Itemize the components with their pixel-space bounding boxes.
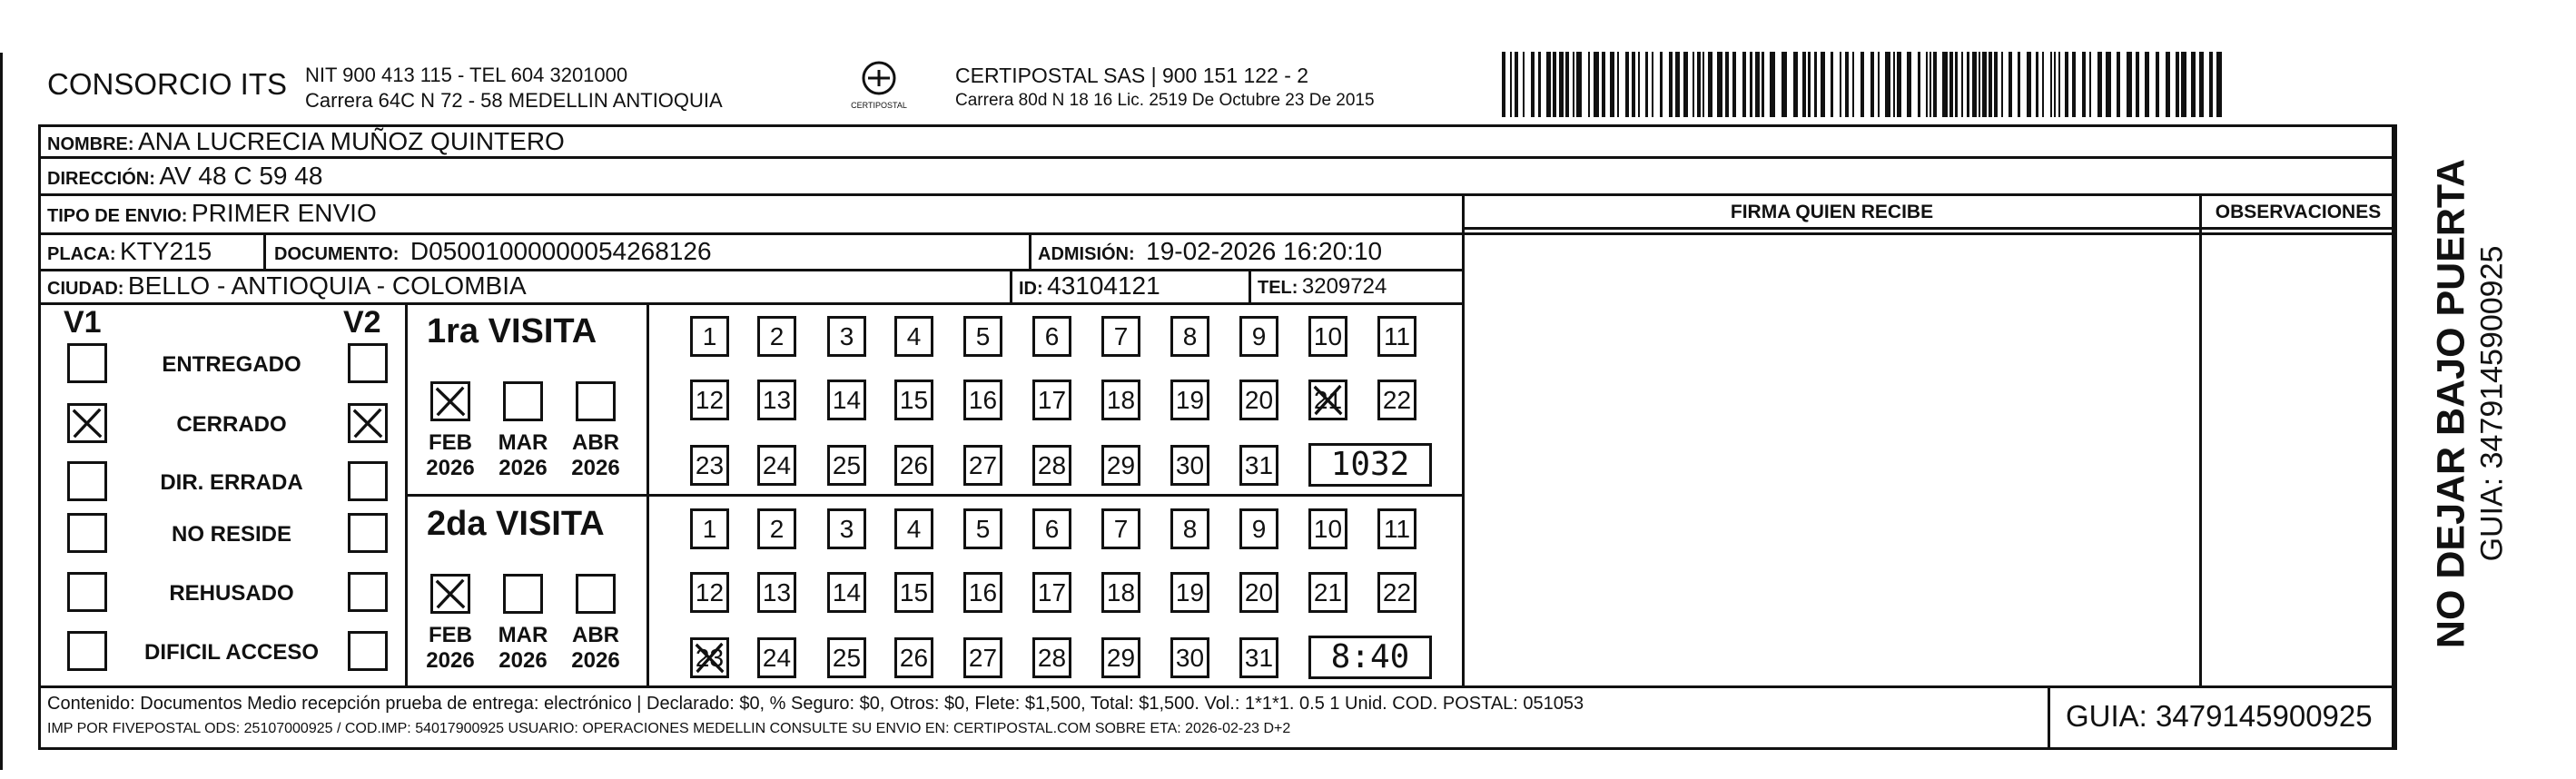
visit-title: 2da VISITA	[427, 505, 605, 543]
status-label: CERRADO	[176, 412, 287, 437]
cell-divider	[1029, 232, 1031, 269]
day-box[interactable]: 10	[1308, 508, 1347, 549]
status-label: DIR. ERRADA	[160, 470, 303, 495]
day-box[interactable]: 31	[1239, 637, 1278, 678]
day-box[interactable]: 26	[894, 445, 933, 486]
day-box[interactable]: 2	[757, 316, 796, 357]
day-box[interactable]: 24	[757, 637, 796, 678]
barcode-bar	[1523, 52, 1525, 117]
day-box[interactable]: 14	[827, 380, 866, 420]
month-checkbox[interactable]	[576, 381, 616, 421]
day-box[interactable]: 12	[690, 380, 729, 420]
v2-label: V2	[343, 305, 381, 340]
company-name: CONSORCIO ITS	[47, 67, 288, 101]
barcode-bar	[1602, 52, 1605, 117]
footer-content: Contenido: Documentos Medio recepción prueba de entrega: electrónico | Declarado: $0, % Seguro: $0, Otros: $0, Flete: $1,500, Total: $1,500. Vol.: 1*1*1. 0.5 1 Unid. COD. POSTAL: 051053	[47, 694, 1584, 714]
shipment-type-row	[47, 198, 377, 233]
barcode-bar	[1961, 52, 1963, 117]
v1-checkbox[interactable]	[67, 403, 107, 443]
day-box[interactable]: 11	[1377, 316, 1416, 357]
v2-checkbox[interactable]	[348, 461, 388, 501]
barcode-bar	[1697, 52, 1701, 117]
barcode-bar	[1897, 52, 1901, 117]
barcode-bar	[1546, 52, 1551, 117]
id-label: ID:	[1019, 279, 1043, 299]
day-box[interactable]: 22	[1377, 572, 1416, 613]
admission-cell	[1038, 236, 1382, 271]
v1-checkbox[interactable]	[67, 572, 107, 612]
barcode-bar	[1967, 52, 1969, 117]
city-label: CIUDAD:	[47, 279, 124, 299]
barcode-bar	[1860, 52, 1864, 117]
admission-label: ADMISIÓN:	[1038, 244, 1135, 264]
barcode-bar	[1717, 52, 1722, 117]
barcode-bar	[2042, 52, 2044, 117]
day-box[interactable]: 31	[1239, 445, 1278, 486]
barcode-bar	[1755, 52, 1760, 117]
cell-divider	[263, 232, 266, 269]
barcode-bar	[1573, 52, 1574, 117]
visit-time[interactable]: 8:40	[1308, 636, 1432, 679]
barcode-bar	[1693, 52, 1694, 117]
day-box[interactable]: 9	[1239, 508, 1278, 549]
barcode-bar	[2136, 52, 2139, 117]
signature-header: FIRMA QUIEN RECIBE	[1730, 202, 1934, 222]
v2-checkbox[interactable]	[348, 572, 388, 612]
row-line	[38, 193, 2394, 196]
month-checkbox[interactable]	[503, 381, 543, 421]
month-label: MAR	[498, 430, 548, 455]
day-box[interactable]: 10	[1308, 316, 1347, 357]
v2-checkbox[interactable]	[348, 403, 388, 443]
document-label: DOCUMENTO:	[274, 244, 400, 264]
day-box[interactable]: 19	[1170, 380, 1209, 420]
barcode-bar	[2018, 52, 2020, 117]
barcode-bar	[2050, 52, 2052, 117]
barcode-bar	[1942, 52, 1948, 117]
barcode-bar	[1559, 52, 1564, 117]
barcode-bar	[1979, 52, 1980, 117]
month-checkbox[interactable]	[430, 381, 470, 421]
barcode-bar	[1725, 52, 1729, 117]
barcode-bar	[1594, 52, 1599, 117]
barcode-bar	[1538, 52, 1541, 117]
v1-checkbox[interactable]	[67, 343, 107, 383]
no-dejar-warning: NO DEJAR BAJO PUERTA	[2429, 158, 2473, 649]
barcode-bar	[1926, 52, 1928, 117]
barcode-bar	[1669, 52, 1673, 117]
barcode-bar	[2181, 52, 2186, 117]
v1-checkbox[interactable]	[67, 513, 107, 553]
day-box[interactable]: 8	[1170, 316, 1209, 357]
day-box[interactable]: 18	[1101, 380, 1140, 420]
barcode-bar	[1930, 52, 1931, 117]
day-box[interactable]: 17	[1032, 380, 1071, 420]
barcode-bar	[1845, 52, 1849, 117]
barcode-bar	[2065, 52, 2068, 117]
visit-title: 1ra VISITA	[427, 312, 597, 350]
month-label: MAR	[498, 623, 548, 647]
carrier-name: CERTIPOSTAL SAS | 900 151 122 - 2	[955, 64, 1309, 87]
document-value: D05001000000054268126	[410, 237, 712, 265]
barcode-bar	[1821, 52, 1825, 117]
observations-divider	[2199, 193, 2202, 688]
day-box[interactable]: 30	[1170, 445, 1209, 486]
tel-cell	[1258, 272, 1387, 304]
company-address: Carrera 64C N 72 - 58 MEDELLIN ANTIOQUIA	[305, 89, 723, 112]
id-value: 43104121	[1047, 271, 1160, 300]
plate-cell	[47, 236, 212, 271]
barcode-bar	[1852, 52, 1854, 117]
plate-value: KTY215	[120, 237, 212, 265]
observations-area[interactable]	[2203, 231, 2392, 685]
day-box[interactable]: 6	[1032, 508, 1071, 549]
tel-value: 3209724	[1301, 274, 1387, 299]
signature-divider	[1462, 193, 1465, 688]
barcode-bar	[1870, 52, 1874, 117]
day-box[interactable]: 27	[963, 445, 1002, 486]
shipment-type-label: TIPO DE ENVIO:	[47, 206, 188, 226]
status-label: NO RESIDE	[171, 522, 292, 547]
status-label: REHUSADO	[169, 581, 294, 606]
day-box[interactable]: 17	[1032, 572, 1071, 613]
barcode-bar	[1808, 52, 1811, 117]
barcode-bar	[1885, 52, 1890, 117]
day-box[interactable]: 11	[1377, 508, 1416, 549]
barcode-bar	[1949, 52, 1953, 117]
day-box[interactable]: 25	[827, 637, 866, 678]
day-box[interactable]: 2	[757, 508, 796, 549]
day-box[interactable]: 12	[690, 572, 729, 613]
recipient-name: ANA LUCRECIA MUÑOZ QUINTERO	[138, 127, 565, 155]
barcode-bar	[2216, 52, 2222, 117]
day-box[interactable]: 3	[827, 508, 866, 549]
barcode-bar	[1502, 52, 1505, 117]
day-box[interactable]: 9	[1239, 316, 1278, 357]
day-box[interactable]: 27	[963, 637, 1002, 678]
day-box[interactable]: 7	[1101, 316, 1140, 357]
barcode-bar	[2001, 52, 2003, 117]
certipostal-logo	[843, 58, 915, 113]
logo-text: CERTIPOSTAL	[851, 101, 907, 110]
address-label: DIRECCIÓN:	[47, 169, 155, 189]
barcode-bar	[1638, 52, 1640, 117]
left-edge	[0, 53, 3, 770]
barcode-bar	[1732, 52, 1736, 117]
barcode-bar	[1645, 52, 1648, 117]
day-box[interactable]: 28	[1032, 637, 1071, 678]
barcode-bar	[1793, 52, 1798, 117]
day-box[interactable]: 15	[894, 572, 933, 613]
signature-area[interactable]	[1466, 231, 2197, 685]
month-label: FEB	[429, 623, 472, 647]
day-box[interactable]: 26	[894, 637, 933, 678]
month-checkbox[interactable]	[503, 574, 543, 614]
day-box[interactable]: 4	[894, 316, 933, 357]
month-label: ABR	[572, 623, 619, 647]
status-label: DIFICIL ACCESO	[143, 640, 319, 665]
barcode-bar	[2166, 52, 2170, 117]
day-box[interactable]: 13	[757, 572, 796, 613]
day-box[interactable]: 1	[690, 316, 729, 357]
barcode-bar	[2191, 52, 2196, 117]
barcode-bar	[1989, 52, 1992, 117]
month-year: 2026	[571, 648, 620, 673]
day-box[interactable]: 30	[1170, 637, 1209, 678]
city-cell	[47, 271, 527, 306]
day-box[interactable]: 16	[963, 380, 1002, 420]
barcode-bar	[1831, 52, 1833, 117]
admission-value: 19-02-2026 16:20:10	[1146, 237, 1383, 265]
day-box[interactable]: 16	[963, 572, 1002, 613]
v2-checkbox[interactable]	[348, 631, 388, 671]
month-label: FEB	[429, 430, 472, 455]
barcode-bar	[2036, 52, 2038, 117]
barcode-bar	[1840, 52, 1841, 117]
day-box[interactable]: 6	[1032, 316, 1071, 357]
day-box[interactable]: 5	[963, 316, 1002, 357]
barcode-bar	[2106, 52, 2111, 117]
barcode-bar	[1982, 52, 1987, 117]
side-guide-number: GUIA: 3479145900925	[2474, 245, 2510, 562]
day-box[interactable]: 29	[1101, 445, 1140, 486]
barcode-bar	[2089, 52, 2091, 117]
day-box[interactable]: 21	[1308, 380, 1347, 420]
month-year: 2026	[426, 648, 475, 673]
day-box[interactable]: 23	[690, 637, 729, 678]
barcode-bar	[1531, 52, 1535, 117]
barcode-bar	[2072, 52, 2076, 117]
month-year: 2026	[426, 456, 475, 480]
barcode-bar	[1660, 52, 1663, 117]
observations-header: OBSERVACIONES	[2215, 202, 2382, 222]
day-box[interactable]: 25	[827, 445, 866, 486]
barcode-bar	[2145, 52, 2149, 117]
barcode-bar	[1515, 52, 1518, 117]
barcode-bar	[1553, 52, 1556, 117]
name-label: NOMBRE:	[47, 134, 134, 154]
barcode-bar	[2097, 52, 2102, 117]
shipment-type: PRIMER ENVIO	[191, 199, 377, 227]
barcode-bar	[1632, 52, 1635, 117]
v1-checkbox[interactable]	[67, 631, 107, 671]
barcode-bar	[2008, 52, 2012, 117]
barcode-bar	[2058, 52, 2060, 117]
v2-checkbox[interactable]	[348, 513, 388, 553]
barcode-bar	[2209, 52, 2213, 117]
day-box[interactable]: 20	[1239, 380, 1278, 420]
day-box[interactable]: 3	[827, 316, 866, 357]
barcode-bar	[1933, 52, 1937, 117]
cell-divider	[1010, 269, 1012, 302]
barcode-bar	[1510, 52, 1512, 117]
barcode-bar	[1750, 52, 1752, 117]
day-box[interactable]: 5	[963, 508, 1002, 549]
day-box[interactable]: 15	[894, 380, 933, 420]
day-box[interactable]: 21	[1308, 572, 1347, 613]
barcode-bar	[1675, 52, 1680, 117]
month-label: ABR	[572, 430, 619, 455]
barcode-bar	[2027, 52, 2031, 117]
barcode-bar	[1802, 52, 1806, 117]
plate-label: PLACA:	[47, 244, 116, 264]
carrier-address: Carrera 80d N 18 16 Lic. 2519 De Octubre 23 De 2015	[955, 91, 1375, 110]
barcode	[1502, 52, 2224, 117]
barcode-bar	[1893, 52, 1895, 117]
visit-divider	[405, 494, 1464, 497]
recipient-address: AV 48 C 59 48	[159, 162, 323, 190]
barcode-bar	[1781, 52, 1787, 117]
barcode-bar	[1617, 52, 1619, 117]
barcode-bar	[1683, 52, 1688, 117]
v1-checkbox[interactable]	[67, 461, 107, 501]
cell-divider	[1249, 269, 1251, 302]
barcode-bar	[1770, 52, 1775, 117]
barcode-bar	[1762, 52, 1764, 117]
tel-label: TEL:	[1258, 278, 1298, 298]
barcode-bar	[2156, 52, 2159, 117]
city-value: BELLO - ANTIOQUIA - COLOMBIA	[127, 271, 527, 300]
day-box[interactable]: 1	[690, 508, 729, 549]
footer-guide: GUIA: 3479145900925	[2066, 699, 2373, 733]
barcode-bar	[2176, 52, 2179, 117]
day-box[interactable]: 23	[690, 445, 729, 486]
v1-label: V1	[64, 305, 102, 340]
barcode-bar	[1907, 52, 1911, 117]
v2-checkbox[interactable]	[348, 343, 388, 383]
visit-time[interactable]: 1032	[1308, 443, 1432, 487]
day-box[interactable]: 13	[757, 380, 796, 420]
barcode-bar	[1814, 52, 1817, 117]
barcode-bar	[2127, 52, 2132, 117]
status-label: ENTREGADO	[162, 352, 301, 377]
signature-header-line	[1462, 227, 2397, 230]
month-checkbox[interactable]	[430, 574, 470, 614]
day-box[interactable]: 4	[894, 508, 933, 549]
barcode-bar	[1588, 52, 1590, 117]
barcode-bar	[1994, 52, 1998, 117]
month-year: 2026	[571, 456, 620, 480]
footer-divider	[2048, 685, 2050, 750]
day-box[interactable]: 19	[1170, 572, 1209, 613]
day-box[interactable]: 29	[1101, 637, 1140, 678]
month-checkbox[interactable]	[576, 574, 616, 614]
barcode-bar	[1565, 52, 1569, 117]
barcode-bar	[1625, 52, 1629, 117]
barcode-bar	[1708, 52, 1712, 117]
barcode-bar	[1610, 52, 1614, 117]
day-box[interactable]: 18	[1101, 572, 1140, 613]
barcode-bar	[2117, 52, 2120, 117]
side-separator	[2394, 124, 2397, 750]
barcode-bar	[1955, 52, 1958, 117]
day-box[interactable]: 28	[1032, 445, 1071, 486]
day-box[interactable]: 8	[1170, 508, 1209, 549]
day-box[interactable]: 20	[1239, 572, 1278, 613]
company-nit-tel: NIT 900 413 115 - TEL 604 3201000	[305, 64, 628, 86]
id-cell	[1019, 271, 1160, 306]
barcode-bar	[1918, 52, 1920, 117]
month-year: 2026	[498, 648, 548, 673]
footer-print-info: IMP POR FIVEPOSTAL ODS: 25107000925 / COD.IMP: 54017900925 USUARIO: OPERACIONES MEDELLIN CONSULTE SU ENVIO EN: CERTIPOSTAL.COM SOBRE ETA: 2026-02-23 D+2	[47, 721, 1291, 736]
barcode-bar	[2054, 52, 2056, 117]
name-row	[47, 126, 565, 162]
month-year: 2026	[498, 456, 548, 480]
day-box[interactable]: 14	[827, 572, 866, 613]
barcode-bar	[1576, 52, 1582, 117]
barcode-bar	[1703, 52, 1704, 117]
day-box[interactable]: 24	[757, 445, 796, 486]
side-text	[2402, 145, 2510, 663]
barcode-bar	[2199, 52, 2204, 117]
barcode-bar	[1878, 52, 1880, 117]
barcode-bar	[1652, 52, 1653, 117]
day-box[interactable]: 7	[1101, 508, 1140, 549]
barcode-bar	[1972, 52, 1977, 117]
barcode-bar	[1742, 52, 1746, 117]
address-row	[47, 161, 322, 196]
document-cell	[274, 236, 712, 271]
day-box[interactable]: 22	[1377, 380, 1416, 420]
barcode-bar	[2082, 52, 2086, 117]
footer-line	[38, 685, 2394, 688]
